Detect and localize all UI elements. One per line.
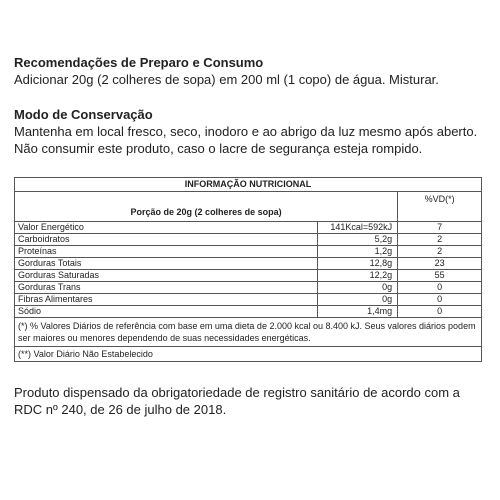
- vd-not-established-note: (**) Valor Diário Não Estabelecido: [15, 347, 482, 362]
- nutrient-vd: 7: [398, 222, 482, 234]
- table-row: [15, 246, 482, 258]
- conservation-text: Mantenha em local fresco, seco, inodoro e ao abrigo da luz mesmo após aberto. Não consumir este produto, caso o lacre de segurança esteja rompido.: [14, 124, 478, 156]
- table-row: [15, 282, 482, 294]
- conservation-section: [14, 106, 490, 157]
- table-row: [15, 258, 482, 270]
- nutrient-amount: 0g: [318, 294, 398, 306]
- table-row: [15, 306, 482, 318]
- registration-note: Produto dispensado da obrigatoriedade de registro sanitário de acordo com a RDC nº 240, de 26 de julho de 2018.: [14, 385, 460, 417]
- nutrient-amount: 12,2g: [318, 270, 398, 282]
- nutrient-vd: 0: [398, 294, 482, 306]
- footer-section: [14, 384, 490, 418]
- nutrient-name: Carboidratos: [15, 234, 318, 246]
- vd-header: %VD(*): [398, 192, 482, 222]
- preparation-heading: Recomendações de Preparo e Consumo: [14, 55, 264, 70]
- nutrient-vd: 23: [398, 258, 482, 270]
- nutrient-vd: 0: [398, 282, 482, 294]
- nutrient-amount: 0g: [318, 282, 398, 294]
- table-row: [15, 222, 482, 234]
- nutrient-vd: 55: [398, 270, 482, 282]
- nutrient-amount: 1,4mg: [318, 306, 398, 318]
- nutrient-vd: 2: [398, 234, 482, 246]
- nutrient-amount: 5,2g: [318, 234, 398, 246]
- nutrient-name: Gorduras Saturadas: [15, 270, 318, 282]
- table-row: [15, 270, 482, 282]
- nutrient-amount: 12,8g: [318, 258, 398, 270]
- nutrient-vd: 0: [398, 306, 482, 318]
- table-row: [15, 234, 482, 246]
- table-row: [15, 294, 482, 306]
- nutrient-name: Gorduras Totais: [15, 258, 318, 270]
- nutrient-amount: 1,2g: [318, 246, 398, 258]
- portion-label: Porção de 20g (2 colheres de sopa): [15, 192, 398, 222]
- nutrient-vd: 2: [398, 246, 482, 258]
- nutrition-table: [14, 177, 482, 362]
- conservation-heading: Modo de Conservação: [14, 107, 153, 122]
- preparation-text: Adicionar 20g (2 colheres de sopa) em 200 ml (1 copo) de água. Misturar.: [14, 72, 439, 87]
- nutrient-name: Gorduras Trans: [15, 282, 318, 294]
- nutrient-name: Valor Energético: [15, 222, 318, 234]
- nutrition-table-title: INFORMAÇÃO NUTRICIONAL: [15, 178, 482, 192]
- vd-footnote: (*) % Valores Diários de referência com base em uma dieta de 2.000 kcal ou 8.400 kJ. Seus valores diários podem ser maiores ou menores dependendo de suas necessidades energéticas.: [15, 318, 482, 347]
- nutrient-name: Fibras Alimentares: [15, 294, 318, 306]
- nutrient-amount: 141Kcal=592kJ: [318, 222, 398, 234]
- nutrient-name: Sódio: [15, 306, 318, 318]
- preparation-section: [14, 54, 490, 88]
- nutrient-name: Proteínas: [15, 246, 318, 258]
